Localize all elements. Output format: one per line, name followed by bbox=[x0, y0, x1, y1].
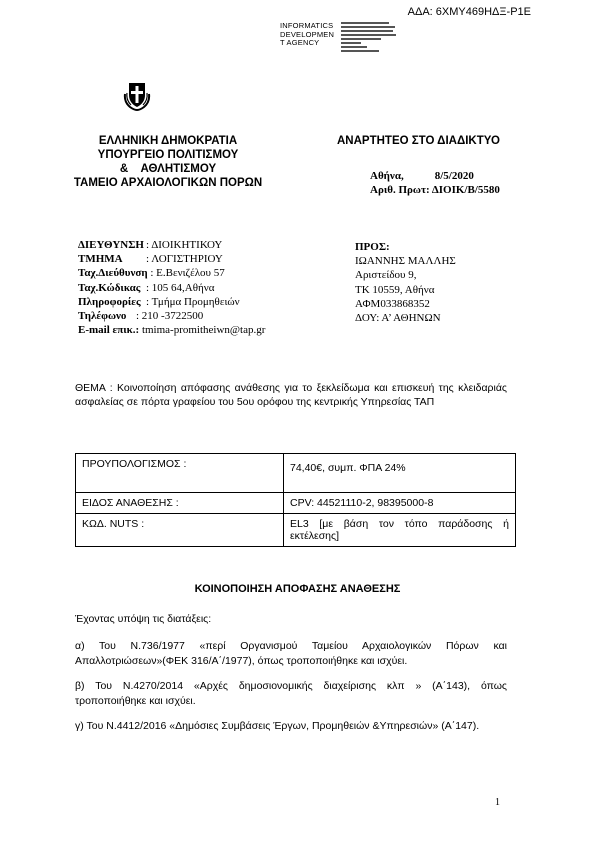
email-link[interactable]: tmima-promitheiwn@tap.gr bbox=[141, 324, 266, 337]
ada-code: ΑΔΑ: 6ΧΜΥ469ΗΔΞ-Ρ1Ε bbox=[407, 6, 531, 18]
agency-logo-text: INFORMATICS DEVELOPMEN T AGENCY bbox=[280, 21, 335, 47]
subject-text: ΘΕΜΑ : Κοινοποίηση απόφασης ανάθεσης για το ξεκλείδωμα και επισκευή της κλειδαριάς ασφαλείας σε πόρτα γραφείου του 5ου ορόφου της κεντρικής Υπηρεσίας ΤΑΠ bbox=[75, 382, 507, 408]
online-posting-label: ΑΝΑΡΤΗΤΕΟ ΣΤΟ ΔΙΑΔΙΚΤΥΟ bbox=[337, 135, 500, 147]
ministry-line: ΥΠΟΥΡΓΕΙΟ ΠΟΛΙΤΙΣΜΟΥ bbox=[97, 149, 239, 161]
document-date: Αθήνα, 8/5/2020 bbox=[370, 170, 474, 182]
body-paragraph: β) Του Ν.4270/2014 «Αρχές δημοσιονομικής διαχείρισης κλπ » (Α΄143), όπως τροποποιήθηκε και ισχύει. bbox=[75, 680, 507, 707]
ministry-line: & ΑΘΛΗΤΙΣΜΟΥ bbox=[119, 163, 217, 175]
table-row: ΠΡΟΥΠΟΛΟΓΙΣΜΟΣ : 74,40€, συμπ. ΦΠΑ 24% bbox=[76, 454, 516, 493]
greek-emblem-icon bbox=[121, 80, 153, 112]
table-row: ΕΙΔΟΣ ΑΝΑΘΕΣΗΣ : CPV: 44521110-2, 98395000-8 bbox=[76, 493, 516, 514]
ministry-line: ΤΑΜΕΙΟ ΑΡΧΑΙΟΛΟΓΙΚΩΝ ΠΟΡΩΝ bbox=[73, 177, 263, 189]
body-text bbox=[75, 612, 507, 744]
table-row: ΚΩΔ. NUTS : EL3 [με βάση τον τόπο παράδοσης ή εκτέλεσης] bbox=[76, 514, 516, 547]
page-number: 1 bbox=[495, 797, 500, 808]
body-paragraph: Έχοντας υπόψη τις διατάξεις: bbox=[75, 613, 212, 625]
protocol-number: Αριθ. Πρωτ: ΔΙΟΙΚ/Β/5580 bbox=[370, 184, 500, 196]
body-paragraph: α) Του Ν.736/1977 «περί Οργανισμού Ταμείου Αρχαιολογικών Πόρων και Απαλλοτριώσεων»(ΦΕΚ 316/Α΄/1977), όπως τροποποιήθηκε και ισχύει. bbox=[75, 640, 507, 667]
budget-table bbox=[75, 453, 516, 547]
agency-fine-print bbox=[341, 22, 401, 54]
body-paragraph: γ) Του Ν.4412/2016 «Δημόσιες Συμβάσεις Έργων, Προμηθειών &Υπηρεσιών» (Α΄147). bbox=[75, 720, 480, 732]
recipient-block: ΠΡΟΣ: ΙΩΑΝΝΗΣ ΜΑΛΛΗΣ Αριστείδου 9, ΤΚ 10559, Αθήνα ΑΦΜ033868352 ΔΟΥ: Α’ ΑΘΗΝΩΝ bbox=[355, 241, 456, 325]
ministry-block bbox=[63, 134, 273, 190]
section-heading: ΚΟΙΝΟΠΟΙΗΣΗ ΑΠΟΦΑΣΗΣ ΑΝΑΘΕΣΗΣ bbox=[194, 583, 401, 595]
sender-block: ΔΙΕΥΘΥΝΣΗ : ΔΙΟΙΚΗΤΙΚΟΥ ΤΜΗΜΑ : ΛΟΓΙΣΤΗΡΙΟΥ Ταχ.Διεύθυνση : Ε.Βενιζέλου 57 Ταχ.Κώδικας : 105 64,Αθήνα Πληροφορίες : Τμήμα Προμηθειών Τηλέφωνο : 210 -3722500 E-mail επικ.: tmima-promitheiwn@tap.gr bbox=[78, 239, 266, 337]
ministry-line: ΕΛΛΗΝΙΚΗ ΔΗΜΟΚΡΑΤΙΑ bbox=[98, 135, 238, 147]
